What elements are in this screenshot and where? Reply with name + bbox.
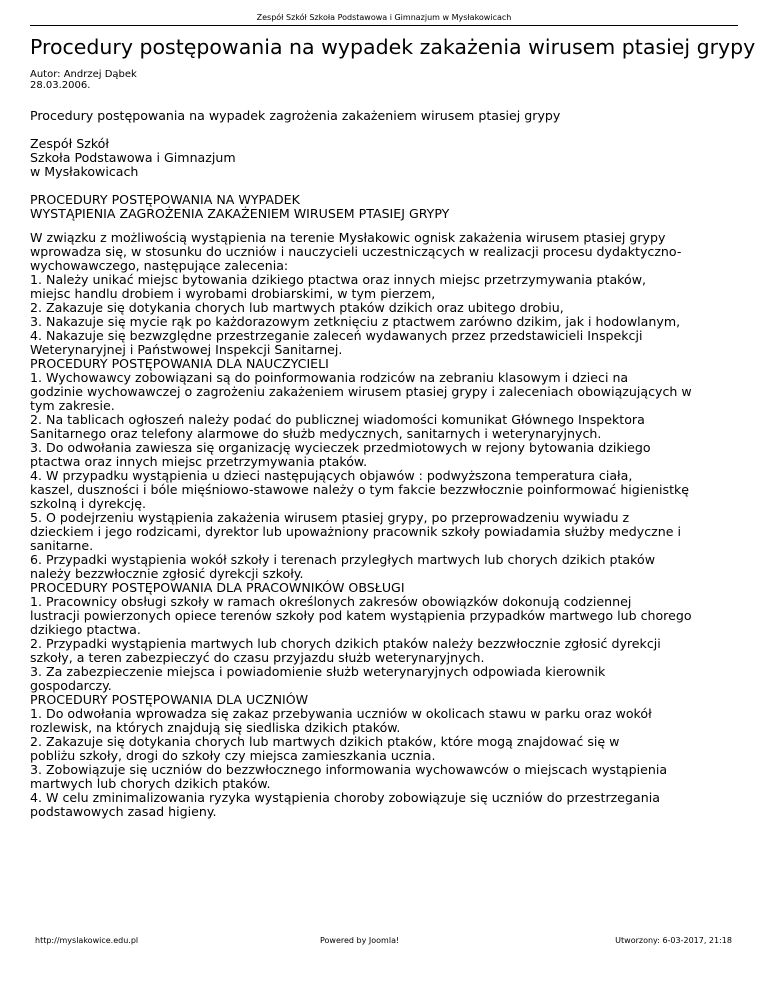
body-line: 2. Przypadki wystąpienia martwych lub chorych dzikich ptaków należy bezzwłocznie zgłosić dyrekcji — [30, 636, 661, 651]
body-line: Weterynaryjnej i Państwowej Inspekcji Sanitarnej. — [30, 342, 343, 357]
body-line: 3. Zobowiązuje się uczniów do bezzwłocznego informowania wychowawców o miejscach wystąpienia — [30, 762, 668, 777]
body-line: 4. W celu zminimalizowania ryzyka wystąpienia choroby zobowiązuje się uczniów do przestrzegania — [30, 790, 660, 805]
body-line: wychowawczego, następujące zalecenia: — [30, 258, 289, 273]
body-line: 4. Nakazuje się bezwzględne przestrzeganie zaleceń wydawanych przez przedstawicieli Inspekcji — [30, 328, 643, 343]
body-line: martwych lub chorych dzikich ptaków. — [30, 776, 271, 791]
body-line: kaszel, duszności i bóle mięśniowo-stawowe należy o tym fakcie bezzwłocznie poinformować higienistkę — [30, 482, 690, 497]
body-line: 3. Do odwołania zawiesza się organizację wycieczek przedmiotowych w rejony bytowania dzikiego — [30, 440, 651, 455]
article-body — [30, 109, 742, 819]
body-line: sanitarne. — [30, 538, 94, 553]
article-title: Procedury postępowania na wypadek zakażenia wirusem ptasiej grypy — [30, 35, 756, 59]
body-line: wprowadza się, w stosunku do uczniów i nauczycieli uczestniczących w realizacji procesu dydaktyczno- — [30, 244, 682, 259]
body-line: pobliżu szkoły, drogi do szkoły czy miejsca zamieszkania ucznia. — [30, 748, 436, 763]
body-line: godzinie wychowawczej o zagrożeniu zakażeniem wirusem ptasiej grypy i zaleceniach obowiązujących w — [30, 384, 692, 399]
body-line: 2. Zakazuje się dotykania chorych lub martwych dzikich ptaków, które mogą znajdować się w — [30, 734, 620, 749]
body-line: należy bezzwłocznie zgłosić dyrekcji szkoły. — [30, 566, 304, 581]
body-line: Sanitarnego oraz telefony alarmowe do służb medycznych, sanitarnych i weterynaryjnych. — [30, 426, 602, 441]
author-line: Autor: Andrzej Dąbek — [30, 69, 137, 80]
body-line: szkolną i dyrekcję. — [30, 496, 146, 511]
body-line: 1. Pracownicy obsługi szkoły w ramach określonych zakresów obowiązków dokonują codziennej — [30, 594, 632, 609]
article-date: 28.03.2006. — [30, 80, 91, 91]
body-line: 4. W przypadku wystąpienia u dzieci następujących objawów : podwyższona temperatura ciała, — [30, 468, 633, 483]
body-line: szkoły, a teren zabezpieczyć do czasu przyjazdu służb weterynaryjnych. — [30, 650, 485, 665]
section-heading: PROCEDURY POSTĘPOWANIA NA WYPADEK — [30, 192, 300, 207]
body-line: dzieckiem i jego rodzicami, dyrektor lub upoważniony pracownik szkoły powiadamia służby medyczne i — [30, 524, 681, 539]
body-line: dzikiego ptactwa. — [30, 622, 141, 637]
body-line: 1. Należy unikać miejsc bytowania dzikiego ptactwa oraz innych miejsc przetrzymywania ptaków, — [30, 272, 647, 287]
body-line: gospodarczy. — [30, 678, 112, 693]
footer-created-date: Utworzony: 6-03-2017, 21:18 — [615, 936, 732, 945]
body-line: 3. Nakazuje się mycie rąk po każdorazowym zetknięciu z ptactwem zarówno dzikim, jak i hodowlanym, — [30, 314, 681, 329]
article-meta — [30, 69, 137, 91]
school-name-line: Zespół Szkół — [30, 136, 109, 151]
body-line: 2. Zakazuje się dotykania chorych lub martwych ptaków dzikich oraz ubitego drobiu, — [30, 300, 564, 315]
body-line: tym zakresie. — [30, 398, 115, 413]
intro-heading: Procedury postępowania na wypadek zagrożenia zakażeniem wirusem ptasiej grypy — [30, 108, 561, 123]
section-heading: PROCEDURY POSTĘPOWANIA DLA NAUCZYCIELI — [30, 356, 329, 371]
body-line: miejsc handlu drobiem i wyrobami drobiarskimi, w tym pierzem, — [30, 286, 436, 301]
body-line: 5. O podejrzeniu wystąpienia zakażenia wirusem ptasiej grypy, po przeprowadzeniu wywiadu z — [30, 510, 630, 525]
footer-site-url[interactable]: http://myslakowice.edu.pl — [35, 936, 139, 945]
school-name-line: Szkoła Podstawowa i Gimnazjum — [30, 150, 236, 165]
body-line: ptactwa oraz innych miejsc przetrzymywania ptaków. — [30, 454, 368, 469]
footer-powered-by: Powered by Joomla! — [320, 936, 400, 945]
body-line: rozlewisk, na których znajdują się siedliska dzikich ptaków. — [30, 720, 401, 735]
header-divider — [30, 25, 738, 26]
body-line: 3. Za zabezpieczenie miejsca i powiadomienie służb weterynaryjnych odpowiada kierownik — [30, 664, 606, 679]
body-line: podstawowych zasad higieny. — [30, 804, 217, 819]
section-heading: WYSTĄPIENIA ZAGROŻENIA ZAKAŻENIEM WIRUSEM PTASIEJ GRYPY — [30, 206, 450, 221]
section-heading: PROCEDURY POSTĘPOWANIA DLA PRACOWNIKÓW OBSŁUGI — [30, 580, 405, 595]
school-name-line: w Mysłakowicach — [30, 164, 139, 179]
body-line: W związku z możliwością wystąpienia na terenie Mysłakowic ognisk zakażenia wirusem ptasiej grypy — [30, 230, 666, 245]
section-heading: PROCEDURY POSTĘPOWANIA DLA UCZNIÓW — [30, 692, 309, 707]
body-line: 2. Na tablicach ogłoszeń należy podać do publicznej wiadomości komunikat Głównego Inspektora — [30, 412, 645, 427]
body-line: 6. Przypadki wystąpienia wokół szkoły i terenach przyległych martwych lub chorych dzikich ptaków — [30, 552, 655, 567]
body-line: 1. Wychowawcy zobowiązani są do poinformowania rodziców na zebraniu klasowym i dzieci na — [30, 370, 629, 385]
body-line: lustracji powierzonych opiece terenów szkoły pod katem wystąpienia przypadków martwego lub chorego — [30, 608, 692, 623]
body-line: 1. Do odwołania wprowadza się zakaz przebywania uczniów w okolicach stawu w parku oraz wokół — [30, 706, 652, 721]
running-header: Zespół Szkół Szkoła Podstawowa i Gimnazjum w Mysłakowicach — [256, 13, 512, 22]
